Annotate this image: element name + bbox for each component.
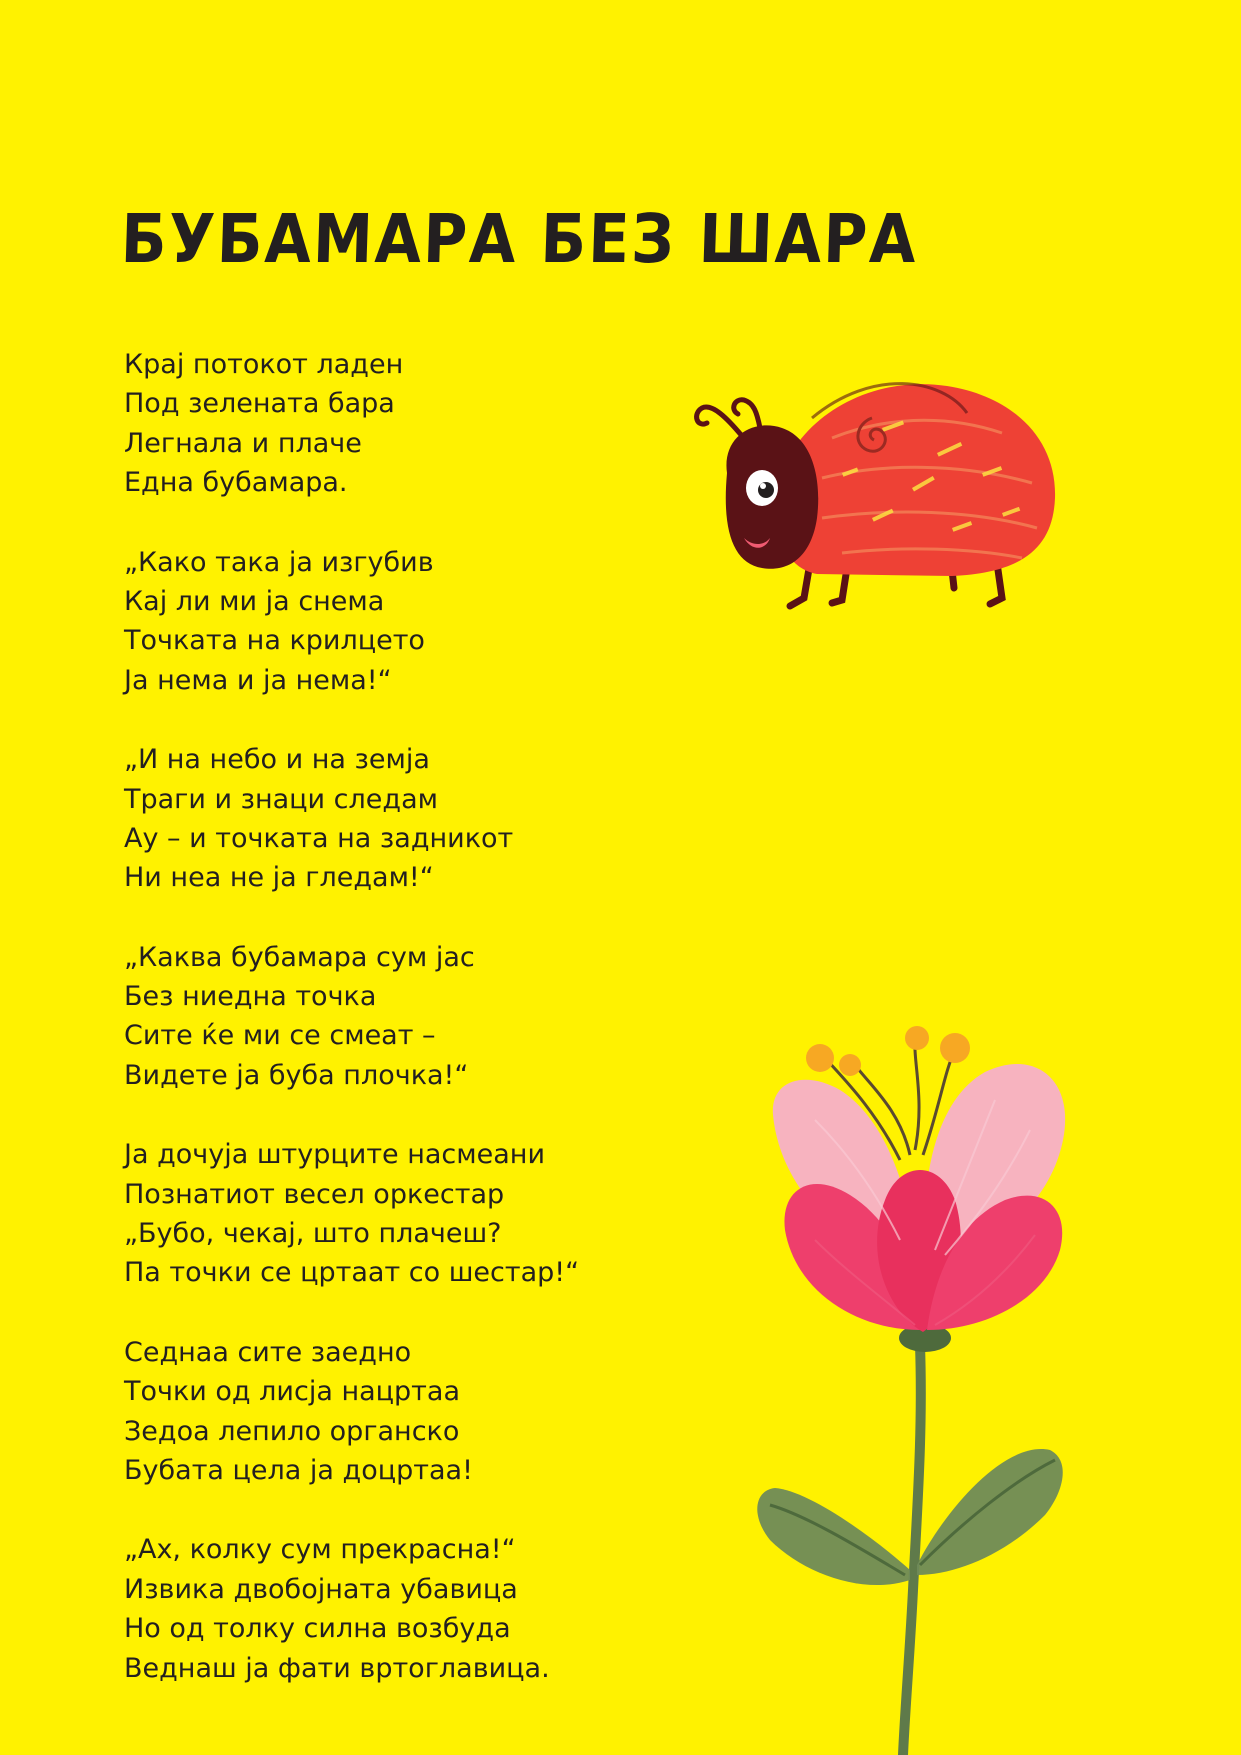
flower-stem xyxy=(903,1345,921,1755)
poem-line: Точки од лисја нацртаа xyxy=(124,1376,460,1408)
poem-line: „Како така ја изгубив xyxy=(124,546,434,578)
poem-line: Без ниедна точка xyxy=(124,981,377,1013)
stanza xyxy=(124,345,764,503)
poem-line: „Каква бубамара сум јас xyxy=(124,941,475,973)
poem-line: „Бубо, чекај, што плачеш? xyxy=(124,1218,502,1250)
poem-line: Веднаш ја фати вртоглавица. xyxy=(124,1652,550,1684)
poem-line: Ја нема и ја нема!“ xyxy=(124,664,392,696)
poem-line: Под зелената бара xyxy=(124,388,395,420)
stanza xyxy=(124,740,764,898)
stanza xyxy=(124,543,764,701)
poem-body xyxy=(124,345,764,1728)
poem-line: Кај ли ми ја снема xyxy=(124,585,385,617)
poem-line: Но од толку силна возбуда xyxy=(124,1613,511,1645)
stanza xyxy=(124,1333,764,1491)
poem-line: Ја дочуја штурците насмеани xyxy=(124,1139,546,1171)
stanza xyxy=(124,1135,764,1293)
poem-line: Една бубамара. xyxy=(124,467,348,499)
poem-line: Познатиот весел оркестар xyxy=(124,1178,505,1210)
pink-flower-illustration xyxy=(745,1010,1110,1755)
poem-title: БУБАМАРА БЕЗ ШАРА xyxy=(119,200,919,279)
poem-line: Извика двобојната убавица xyxy=(124,1573,518,1605)
poem-line: Седнаа сите заедно xyxy=(124,1336,412,1368)
poem-line: Видете ја буба плочка!“ xyxy=(124,1059,469,1091)
poem-line: „И на небо и на земја xyxy=(124,744,430,776)
poem-line: Легнала и плаче xyxy=(124,427,362,459)
poem-line: Траги и знаци следам xyxy=(124,783,438,815)
poem-line: Ау – и точката на задникот xyxy=(124,822,514,854)
poem-line: „Ах, колку сум прекрасна!“ xyxy=(124,1534,516,1566)
poem-line: Бубата цела ја доцртаа! xyxy=(124,1454,473,1486)
left-leaf xyxy=(757,1488,910,1585)
poem-line: Сите ќе ми се смеат – xyxy=(124,1020,436,1052)
poem-line: Крај потокот ладен xyxy=(124,349,404,380)
poem-line: Зедоа лепило органско xyxy=(124,1415,460,1447)
poem-line: Точката на крилцето xyxy=(124,625,425,657)
ladybug-illustration xyxy=(682,378,1067,618)
poem-line: Па точки се цртаат со шестар!“ xyxy=(124,1257,580,1289)
poem-line: Ни неа не ја гледам!“ xyxy=(124,862,434,894)
stanza xyxy=(124,1530,764,1688)
stanza xyxy=(124,938,764,1096)
